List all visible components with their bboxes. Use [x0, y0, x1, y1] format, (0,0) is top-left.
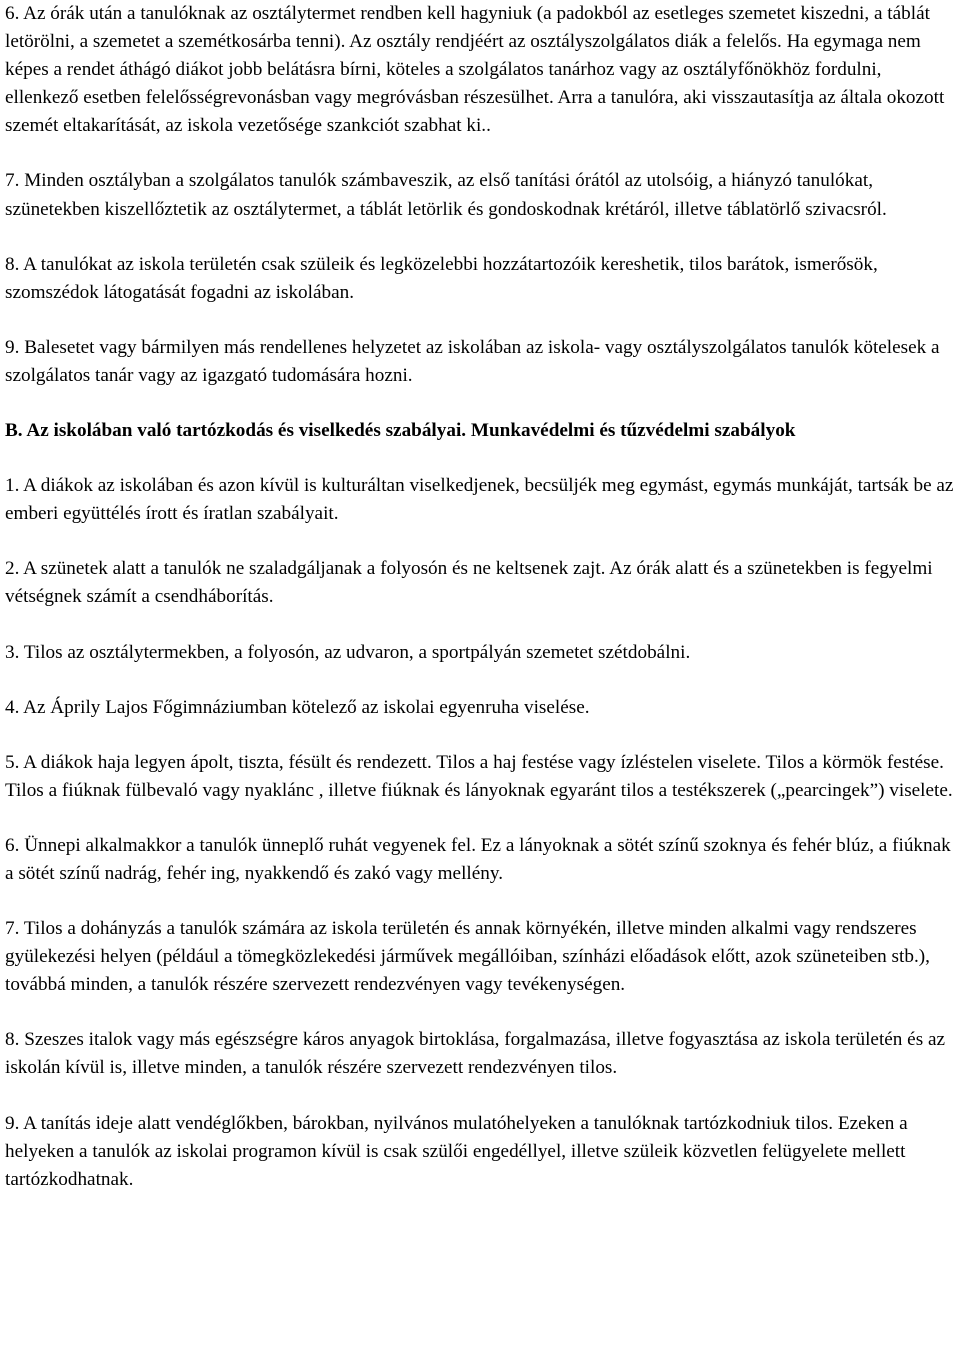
- rule-b3: 3. Tilos az osztálytermekben, a folyosón, az udvaron, a sportpályán szemetet szétdobálni.: [5, 641, 691, 663]
- rule-a9: 9. Balesetet vagy bármilyen más rendellenes helyzetet az iskolában az iskola- vagy osztályszolgálatos tanulók kötelesek a szolgálatos tanár vagy az igazgató tudomására hozni.: [5, 336, 940, 386]
- rule-b5: 5. A diákok haja legyen ápolt, tiszta, fésült és rendezett. Tilos a haj festése vagy ízléstelen viselete. Tilos a körmök festése. Tilos a fiúknak fülbevaló vagy nyaklánc , illetve fiúknak és lányoknak egyaránt tilos a testékszerek („pearcingek”) viselete.: [5, 751, 953, 801]
- rule-b8: 8. Szeszes italok vagy más egészségre káros anyagok birtoklása, forgalmazása, illetve fogyasztása az iskola területén és az iskolán kívül is, illetve minden, a tanulók részére szervezett rendezvényen tilos.: [5, 1029, 945, 1079]
- rule-b6: 6. Ünnepi alkalmakkor a tanulók ünneplő ruhát vegyenek fel. Ez a lányoknak a sötét színű szoknya és fehér blúz, a fiúknak a sötét színű nadrág, fehér ing, nyakkendő és zakó vagy mellény.: [5, 834, 951, 884]
- rule-b7: 7. Tilos a dohányzás a tanulók számára az iskola területén és annak környékén, illetve minden alkalmi vagy rendszeres gyülekezési helyen (például a tömegközlekedési járművek megállóiban, színházi előadások előtt, azok szüneteiben stb.), továbbá minden, a tanulók részére szervezett rendezvényen vagy tevékenységen.: [5, 918, 930, 996]
- document-page: [5, 0, 957, 1221]
- rule-a7: 7. Minden osztályban a szolgálatos tanulók számbaveszik, az első tanítási órától az utolsóig, a hiányzó tanulókat, szünetekben kiszellőztetik az osztálytermet, a táblát letörlik és gondoskodnak krétáról, illetve táblatörlő szivacsról.: [5, 170, 887, 220]
- rule-a6: 6. Az órák után a tanulóknak az osztálytermet rendben kell hagyniuk (a padokból az esetleges szemetet kiszedni, a táblát letörölni, a szemetet a szemétkosárba tenni). Az osztály rendjéért az osztályszolgálatos diák a felelős. Ha egymaga nem képes a rendet áthágó diákot jobb belátásra bírni, köteles a szolgálatos tanárhoz vagy az osztályfőnökhöz fordulni, ellenkező esetben felelősségrevonásban vagy megróvásban részesülhet. Arra a tanulóra, aki visszautasítja az általa okozott szemét eltakarítását, az iskola vezetősége szankciót szabhat ki..: [5, 3, 945, 137]
- rule-b2: 2. A szünetek alatt a tanulók ne szaladgáljanak a folyosón és ne keltsenek zajt. Az órák alatt és a szünetekben is fegyelmi vétségnek számít a csendháborítás.: [5, 558, 933, 608]
- rule-b4: 4. Az Áprily Lajos Főgimnáziumban kötelező az iskolai egyenruha viselése.: [5, 696, 590, 718]
- section-b-heading: B. Az iskolában való tartózkodás és viselkedés szabályai. Munkavédelmi és tűzvédelmi szabályok: [5, 420, 796, 442]
- rule-a8: 8. A tanulókat az iskola területén csak szüleik és legközelebbi hozzátartozóik kereshetik, tilos barátok, ismerősök, szomszédok látogatását fogadni az iskolában.: [5, 253, 878, 303]
- rule-b9: 9. A tanítás ideje alatt vendéglőkben, bárokban, nyilvános mulatóhelyeken a tanulóknak tartózkodniuk tilos. Ezeken a helyeken a tanulók az iskolai programon kívül is csak szülői engedéllyel, illetve szüleik közvetlen felügyelete mellett tartózkodhatnak.: [5, 1112, 908, 1190]
- rule-b1: 1. A diákok az iskolában és azon kívül is kulturáltan viselkedjenek, becsüljék meg egymást, egymás munkáját, tartsák be az emberi együttélés írott és íratlan szabályait.: [5, 475, 954, 525]
